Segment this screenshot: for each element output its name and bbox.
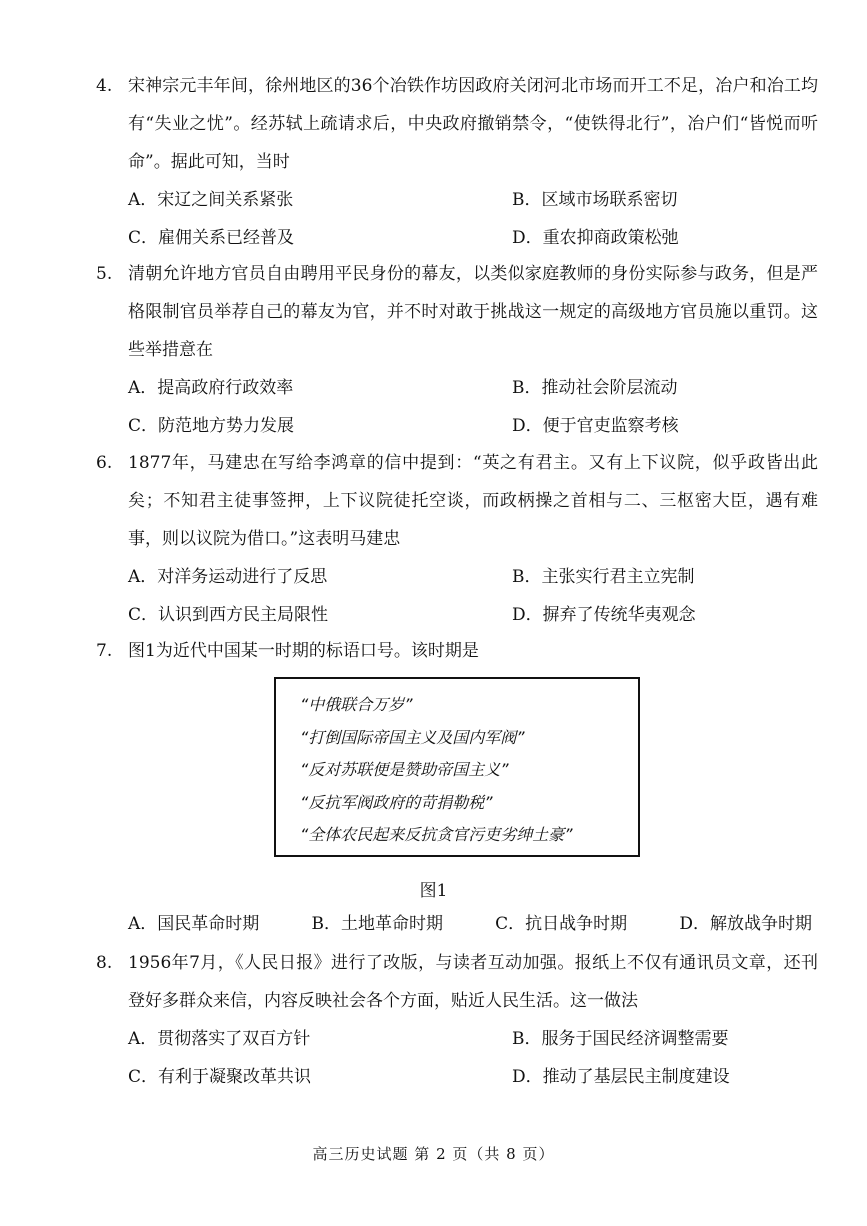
question-text: 1956年7月，《人民日报》进行了改版，与读者互动加强。报纸上不仅有通讯员文章，还刊登好多群众来信，内容反映社会各个方面，贴近人民生活。这一做法 [128, 953, 818, 1011]
question-5 [96, 255, 818, 445]
question-number: 5. [96, 264, 113, 284]
question-text: 图1为近代中国某一时期的标语口号。该时期是 [128, 641, 479, 661]
slogan-line: “反对苏联便是赞助帝国主义” [300, 760, 509, 779]
slogan-line: “反抗军阀政府的苛捐勒税” [300, 792, 493, 812]
option-b: B．服务于国民经济调整需要 [512, 1029, 729, 1049]
option-d: D．便于官吏监察考核 [512, 416, 679, 436]
question-stem [96, 444, 818, 558]
option-d: D．摒弃了传统华夷观念 [512, 605, 696, 625]
question-stem [96, 632, 818, 670]
option-c: C．雇佣关系已经普及 [128, 228, 295, 248]
option-b: B．土地革命时期 [311, 914, 443, 934]
options [96, 181, 818, 257]
question-text: 1877年，马建忠在写给李鸿章的信中提到：“英之有君主。又有上下议院，似乎政皆出此矣；不知君主徒事签押，上下议院徒托空谈，而政柄操之首相与二、三枢密大臣，遇有难事，则以议院为借口。”这表明马建忠 [128, 453, 818, 549]
option-a: A．提高政府行政效率 [128, 378, 294, 398]
page-footer: 高三历史试题 第 2 页（共 8 页） [312, 1145, 555, 1163]
question-7-options [96, 905, 818, 943]
option-d: D．重农抑商政策松弛 [512, 228, 679, 248]
option-a: A．贯彻落实了双百方针 [128, 1029, 311, 1049]
figure-slogan-box [274, 677, 640, 857]
question-4 [96, 67, 818, 257]
options [96, 558, 818, 634]
option-a: A．对洋务运动进行了反思 [128, 567, 328, 587]
option-c: C．有利于凝聚改革共识 [128, 1067, 312, 1087]
question-text: 清朝允许地方官员自由聘用平民身份的幕友，以类似家庭教师的身份实际参与政务，但是严格限制官员举荐自己的幕友为官，并不时对敢于挑战这一规定的高级地方官员施以重罚。这些举措意在 [128, 264, 818, 360]
figure-caption: 图1 [419, 881, 448, 901]
question-7 [96, 632, 818, 670]
slogan-line: “打倒国际帝国主义及国内军阀” [300, 727, 525, 747]
options [96, 369, 818, 445]
question-6 [96, 444, 818, 634]
option-c: C．抗日战争时期 [495, 914, 628, 934]
slogan-line: “中俄联合万岁” [300, 695, 413, 714]
option-c: C．防范地方势力发展 [128, 416, 295, 436]
question-stem [96, 255, 818, 369]
options [96, 905, 818, 943]
option-b: B．推动社会阶层流动 [512, 378, 678, 398]
option-b: B．区域市场联系密切 [512, 190, 678, 210]
question-stem [96, 944, 818, 1020]
question-number: 7. [96, 641, 113, 661]
question-stem [96, 67, 818, 181]
options [96, 1020, 818, 1096]
question-number: 4. [96, 76, 113, 96]
question-text: 宋神宗元丰年间，徐州地区的36个冶铁作坊因政府关闭河北市场而开工不足，冶户和冶工均有“失业之忧”。经苏轼上疏请求后，中央政府撤销禁令，“使铁得北行”，冶户们“皆悦而听命”。据此可知，当时 [128, 76, 818, 172]
question-number: 6. [96, 453, 113, 473]
option-b: B．主张实行君主立宪制 [512, 567, 695, 587]
option-d: D．推动了基层民主制度建设 [512, 1067, 730, 1087]
slogan-line: “全体农民起来反抗贪官污吏劣绅土豪” [300, 825, 573, 844]
question-number: 8. [96, 953, 113, 973]
option-a: A．国民革命时期 [128, 914, 260, 934]
question-8 [96, 944, 818, 1096]
option-c: C．认识到西方民主局限性 [128, 605, 329, 625]
option-a: A．宋辽之间关系紧张 [128, 190, 294, 210]
option-d: D．解放战争时期 [679, 914, 812, 934]
